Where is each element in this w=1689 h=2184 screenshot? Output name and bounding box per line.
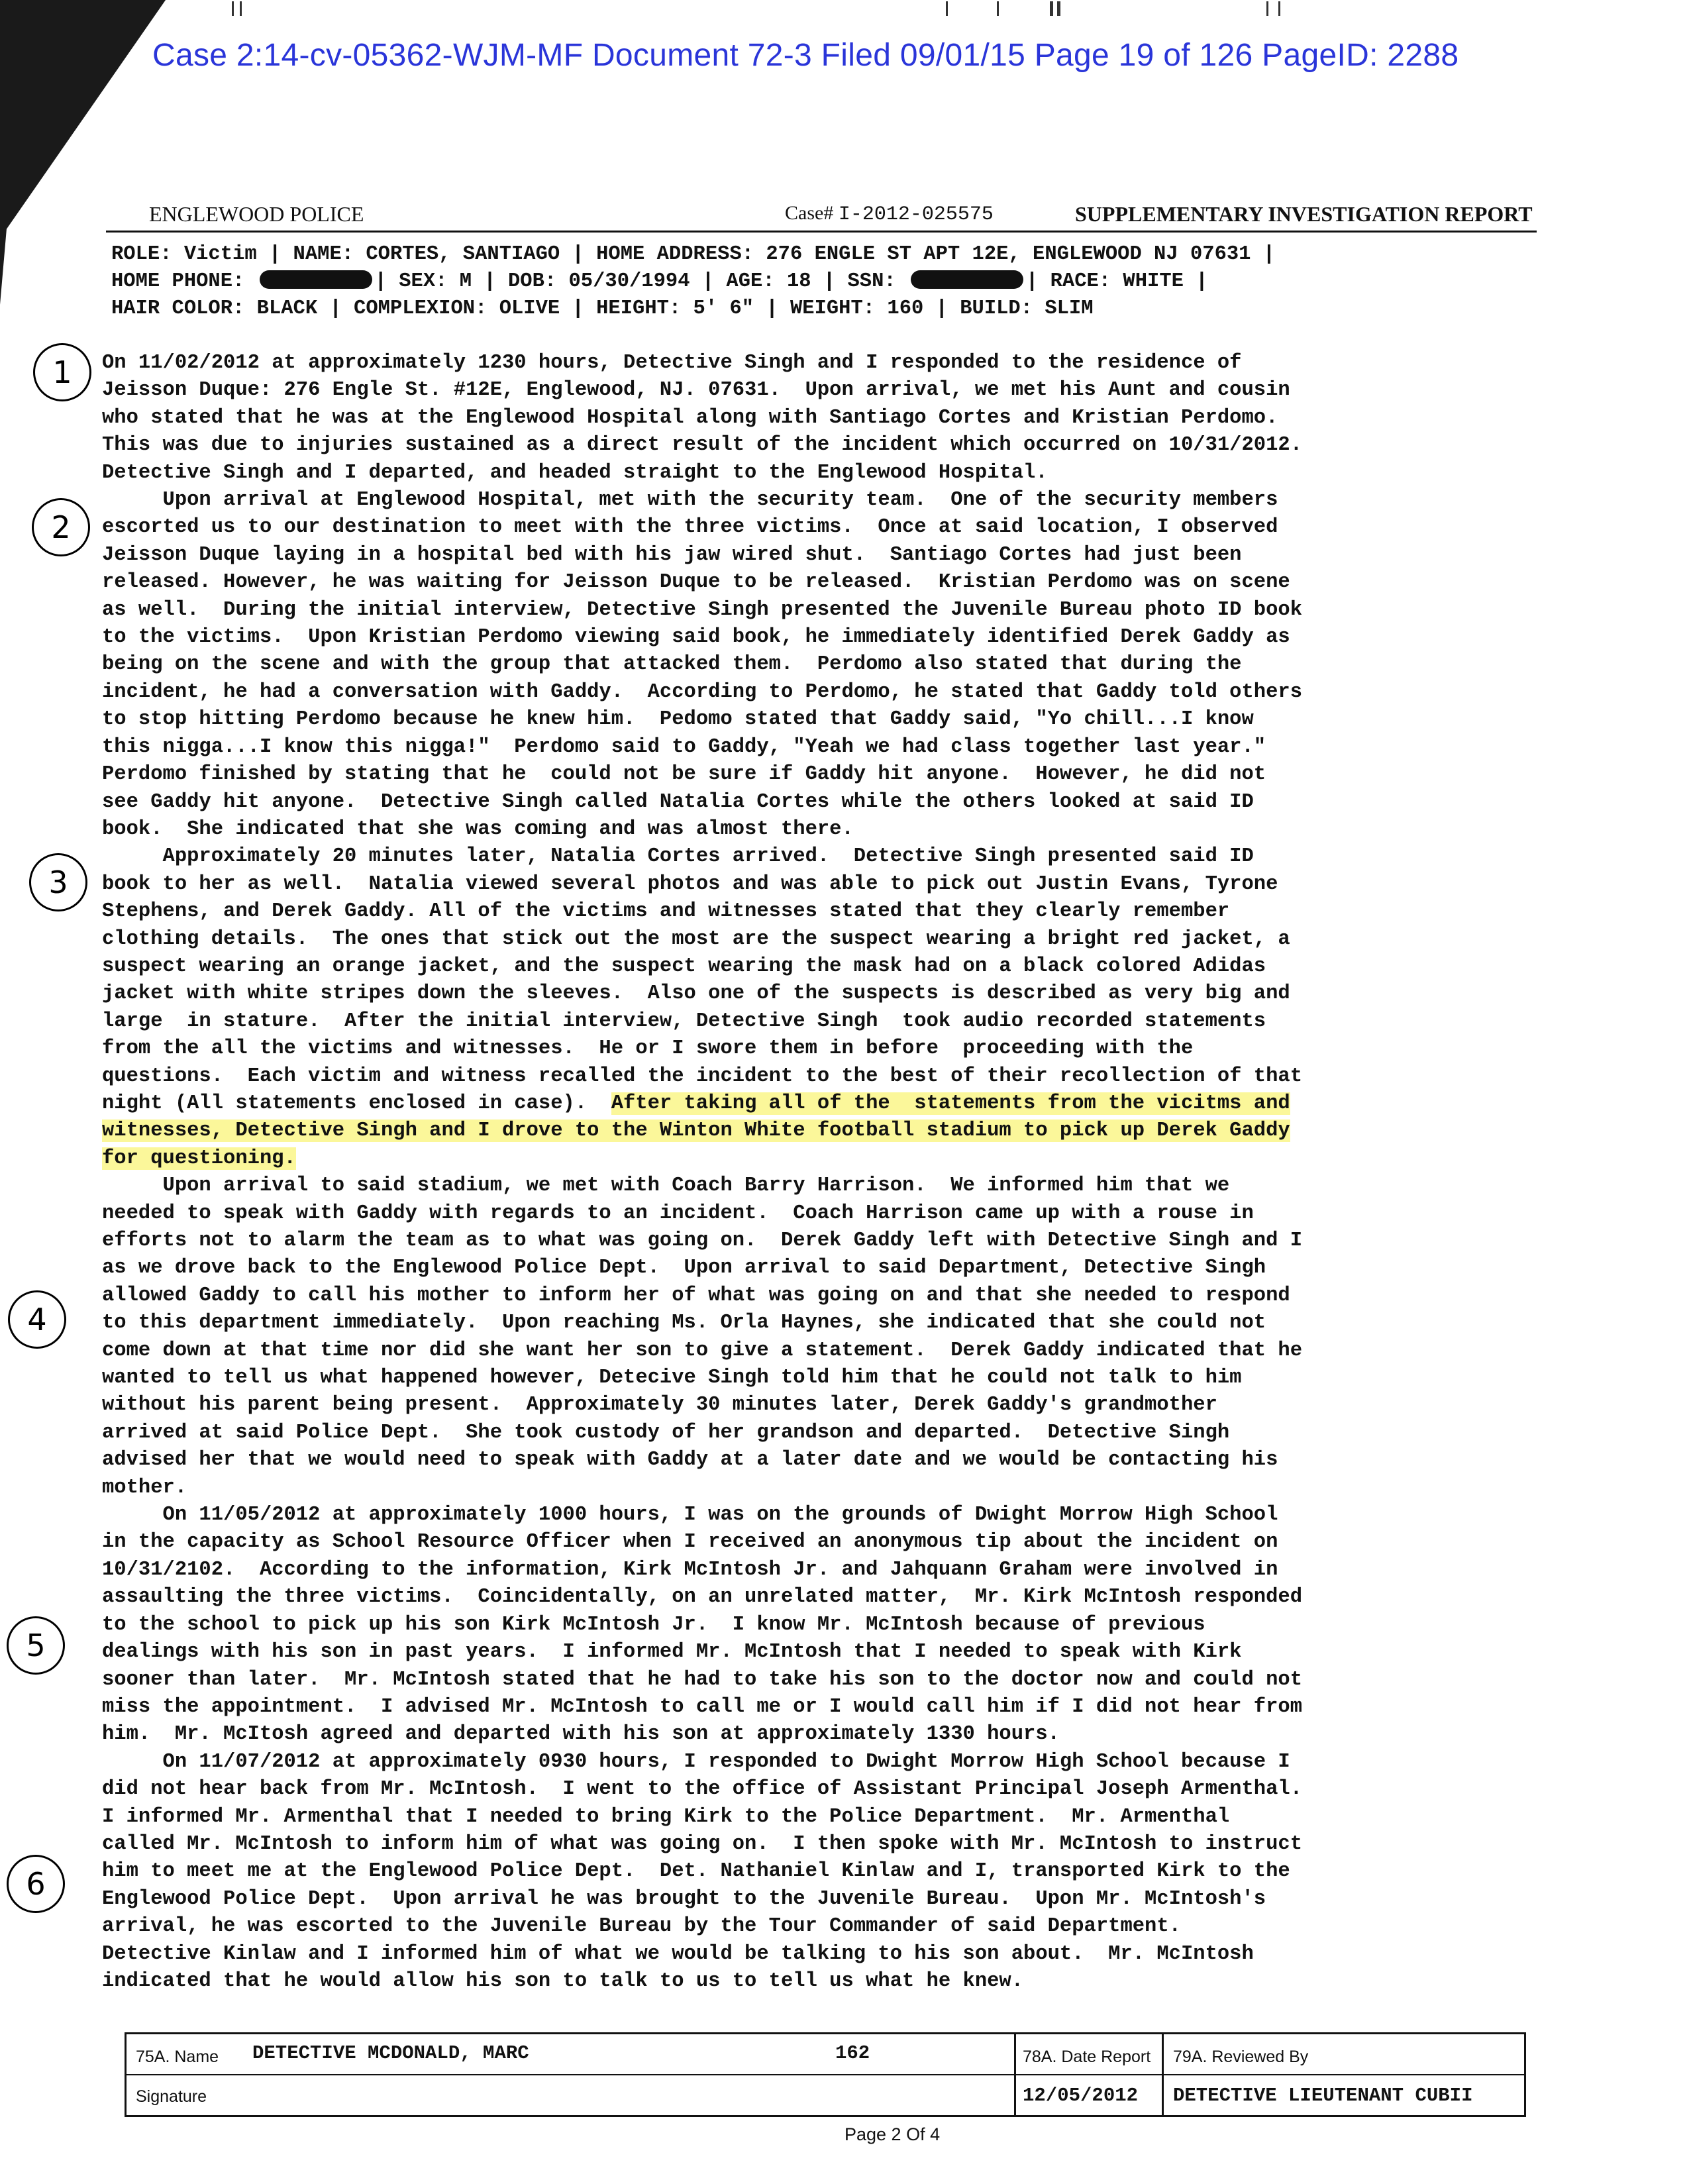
handwritten-mark-4: 4 xyxy=(8,1290,66,1349)
scan-edge-shadow xyxy=(0,0,26,305)
report-date: 12/05/2012 xyxy=(1023,2085,1139,2106)
narrative-part-1: On 11/02/2012 at approximately 1230 hours, Detective Singh and I responded to the residence of Jeisson Duque: 276 Engle St. #12E, Englewood, NJ. 07631. Upon arrival, we met his Aunt and cousin who stated that he was at the Englewood Hospital along with Santiago Cortes and Kristian Perdomo. This was due to injuries sustained as a direct result of the incident which occurred on 10/31/2012. Detective Singh and I departed, and headed straight to the Englewood Hospital. Upon arrival at Englewood Hospital, met with the security team. One of the security members escorted us to our destination to meet with the three victims. Once at said location, I observed Jeisson Duque laying in a hospital bed with his jaw wired shut. Santiago Cortes had just been released. However, he was waiting for Jeisson Duque to be released. Kristian Perdomo was on scene as well. During the initial interview, Detective Singh presented the Juvenile Bureau photo ID book to the victims. Upon Kristian Perdomo viewing said book, he immediately identified Derek Gaddy as being on the scene and with the group that attacked them. Perdomo also stated that during the incident, he had a conversation with Gaddy. According to Perdomo, he stated that Gaddy told others to stop hitting Perdomo because he knew him. Pedomo stated that Gaddy said, "Yo chill...I know this nigga...I know this nigga!" Perdomo said to Gaddy, "Yeah we had class together last year." Perdomo finished by stating that he could not be sure if Gaddy hit anyone. However, he did not see Gaddy hit anyone. Detective Singh called Natalia Cortes while the others looked at said ID book. She indicated that she was coming and was almost there. Approximately 20 minutes later, Natalia Cortes arrived. Detective Singh presented said ID book to her as well. Natalia viewed several photos and was able to pick out Justin Evans, Tyrone Stephens, and Derek Gaddy. All of the victims and witnesses stated that they clearly remember clothing details. The ones that stick out the most are the suspect wearing a bright red jacket, a suspect wearing an orange jacket, and the suspect wearing the mask had on a black colored Adidas jacket with white stripes down the sleeves. Also one of the suspects is described as very big and large in stature. After the initial interview, Detective Singh took audio recorded statements from the all the victims and witnesses. He or I swore them in before proceeding with the questions. Each victim and witness recalled the incident to the best of their recollection of that night (All statements enclosed in case). xyxy=(102,352,1302,1115)
reviewer-cell-divider xyxy=(1164,2074,1524,2075)
officer-cell-divider xyxy=(127,2074,1014,2075)
agency-name: ENGLEWOOD POLICE xyxy=(149,202,364,226)
date-cell-divider xyxy=(1016,2074,1162,2075)
date-cell xyxy=(1016,2034,1164,2115)
header-rule xyxy=(106,231,1537,233)
reviewer-cell xyxy=(1164,2034,1524,2115)
date-label: 78A. Date Report xyxy=(1023,2048,1151,2066)
officer-name: DETECTIVE MCDONALD, MARC xyxy=(252,2042,529,2064)
handwritten-mark-2: 2 xyxy=(32,498,90,556)
subject-line-2b: | SEX: M | DOB: 05/30/1994 | AGE: 18 | SSN: xyxy=(374,270,908,293)
reviewed-label: 79A. Reviewed By xyxy=(1173,2048,1309,2066)
narrative-part-2: Upon arrival to said stadium, we met with Coach Barry Harrison. We informed him that we needed to speak with Gaddy with regards to an incident. Coach Harrison came up with a rouse in efforts not to alarm the team as to what was going on. Derek Gaddy left with Detective Singh and I as we drove back to the Englewood Police Dept. Upon arrival to said Department, Detective Singh allowed Gaddy to call his mother to inform her of what was going on and that she needed to respond to this department immediately. Upon reaching Ms. Orla Haynes, she indicated that she could not come down at that time nor did she want her son to give a statement. Derek Gaddy indicated that he wanted to tell us what happened however, Detecive Singh told him that he could not talk to him without his parent being present. Approximately 30 minutes later, Derek Gaddy's grandmother arrived at said Police Dept. She took custody of her grandson and departed. Detective Singh advised her that we would need to speak with Gaddy at a later date and we would be contacting his mother. On 11/05/2012 at approximately 1000 hours, I was on the grounds of Dwight Morrow High School in the capacity as School Resource Officer when I received an anonymous tip about the incident on 10/31/2102. According to the information, Kirk McIntosh Jr. and Jahquann Graham were involved in assaulting the three victims. Coincidentally, on an unrelated matter, Mr. Kirk McIntosh responded to the school to pick up his son Kirk McIntosh Jr. I know Mr. McIntosh because of previous dealings with his son in past years. I informed Mr. McIntosh that I needed to speak with Kirk sooner than later. Mr. McIntosh stated that he had to take his son to the doctor now and could not miss the appointment. I advised Mr. McIntosh to call me or I would call him if I did not hear from him. Mr. McItosh agreed and departed with his son at approximately 1330 hours. On 11/07/2012 at approximately 0930 hours, I responded to Dwight Morrow High School because I did not hear back from Mr. McIntosh. I went to the office of Assistant Principal Joseph Armenthal. I informed Mr. Armenthal that I needed to bring Kirk to the Police Department. Mr. Armenthal called Mr. McIntosh to inform him of what was going on. I then spoke with Mr. McIntosh to instruct him to meet me at the Englewood Police Dept. Det. Nathaniel Kinlaw and I, transported Kirk to the Englewood Police Dept. Upon arrival he was brought to the Juvenile Bureau. Upon Mr. McIntosh's arrival, he was escorted to the Juvenile Bureau by the Tour Commander of said Department. Detective Kinlaw and I informed him of what we would be talking to his son about. Mr. McIntosh indicated that he would allow his son to talk to us to tell us what he knew. xyxy=(102,1174,1302,1993)
badge-number: 162 xyxy=(835,2042,870,2064)
subject-line-3: HAIR COLOR: BLACK | COMPLEXION: OLIVE | HEIGHT: 5' 6" | WEIGHT: 160 | BUILD: SLIM xyxy=(111,297,1094,320)
case-label: Case# xyxy=(785,202,834,224)
handwritten-mark-1: 1 xyxy=(33,343,91,401)
report-type: SUPPLEMENTARY INVESTIGATION REPORT xyxy=(1075,202,1533,226)
highlighted-passage: After taking all of the statements from the vicitms and witnesses, Detective Singh and I drove to the Winton White football stadium to pick up Derek Gaddy for questioning. xyxy=(102,1092,1290,1170)
signature-block xyxy=(125,2032,1526,2117)
case-number-field xyxy=(785,202,994,226)
report-narrative xyxy=(102,350,1579,1995)
subject-info-block xyxy=(111,241,1562,323)
handwritten-mark-5: 5 xyxy=(7,1616,65,1675)
subject-line-2a: HOME PHONE: xyxy=(111,270,257,293)
redaction-ssn xyxy=(911,270,1023,289)
case-number: I-2012-025575 xyxy=(838,203,994,226)
redaction-phone xyxy=(260,270,372,289)
stamp-text: Case 2:14-cv-05362-WJM-MF Document 72-3 Filed 09/01/15 Page 19 of 126 PageID: 2288 xyxy=(152,38,1459,73)
handwritten-mark-3: 3 xyxy=(29,853,87,911)
name-label: 75A. Name xyxy=(136,2048,219,2066)
reviewer-name: DETECTIVE LIEUTENANT CUBII xyxy=(1173,2085,1473,2106)
court-filing-stamp xyxy=(152,37,1689,74)
subject-line-1: ROLE: Victim | NAME: CORTES, SANTIAGO | HOME ADDRESS: 276 ENGLE ST APT 12E, ENGLEWOOD NJ 07631 | xyxy=(111,243,1276,266)
page-number: Page 2 Of 4 xyxy=(844,2124,941,2144)
subject-line-2c: | RACE: WHITE | xyxy=(1025,270,1208,293)
handwritten-mark-6: 6 xyxy=(7,1855,65,1913)
signature-label: Signature xyxy=(136,2087,207,2106)
officer-cell xyxy=(127,2034,1016,2115)
scan-marks xyxy=(0,0,1689,20)
